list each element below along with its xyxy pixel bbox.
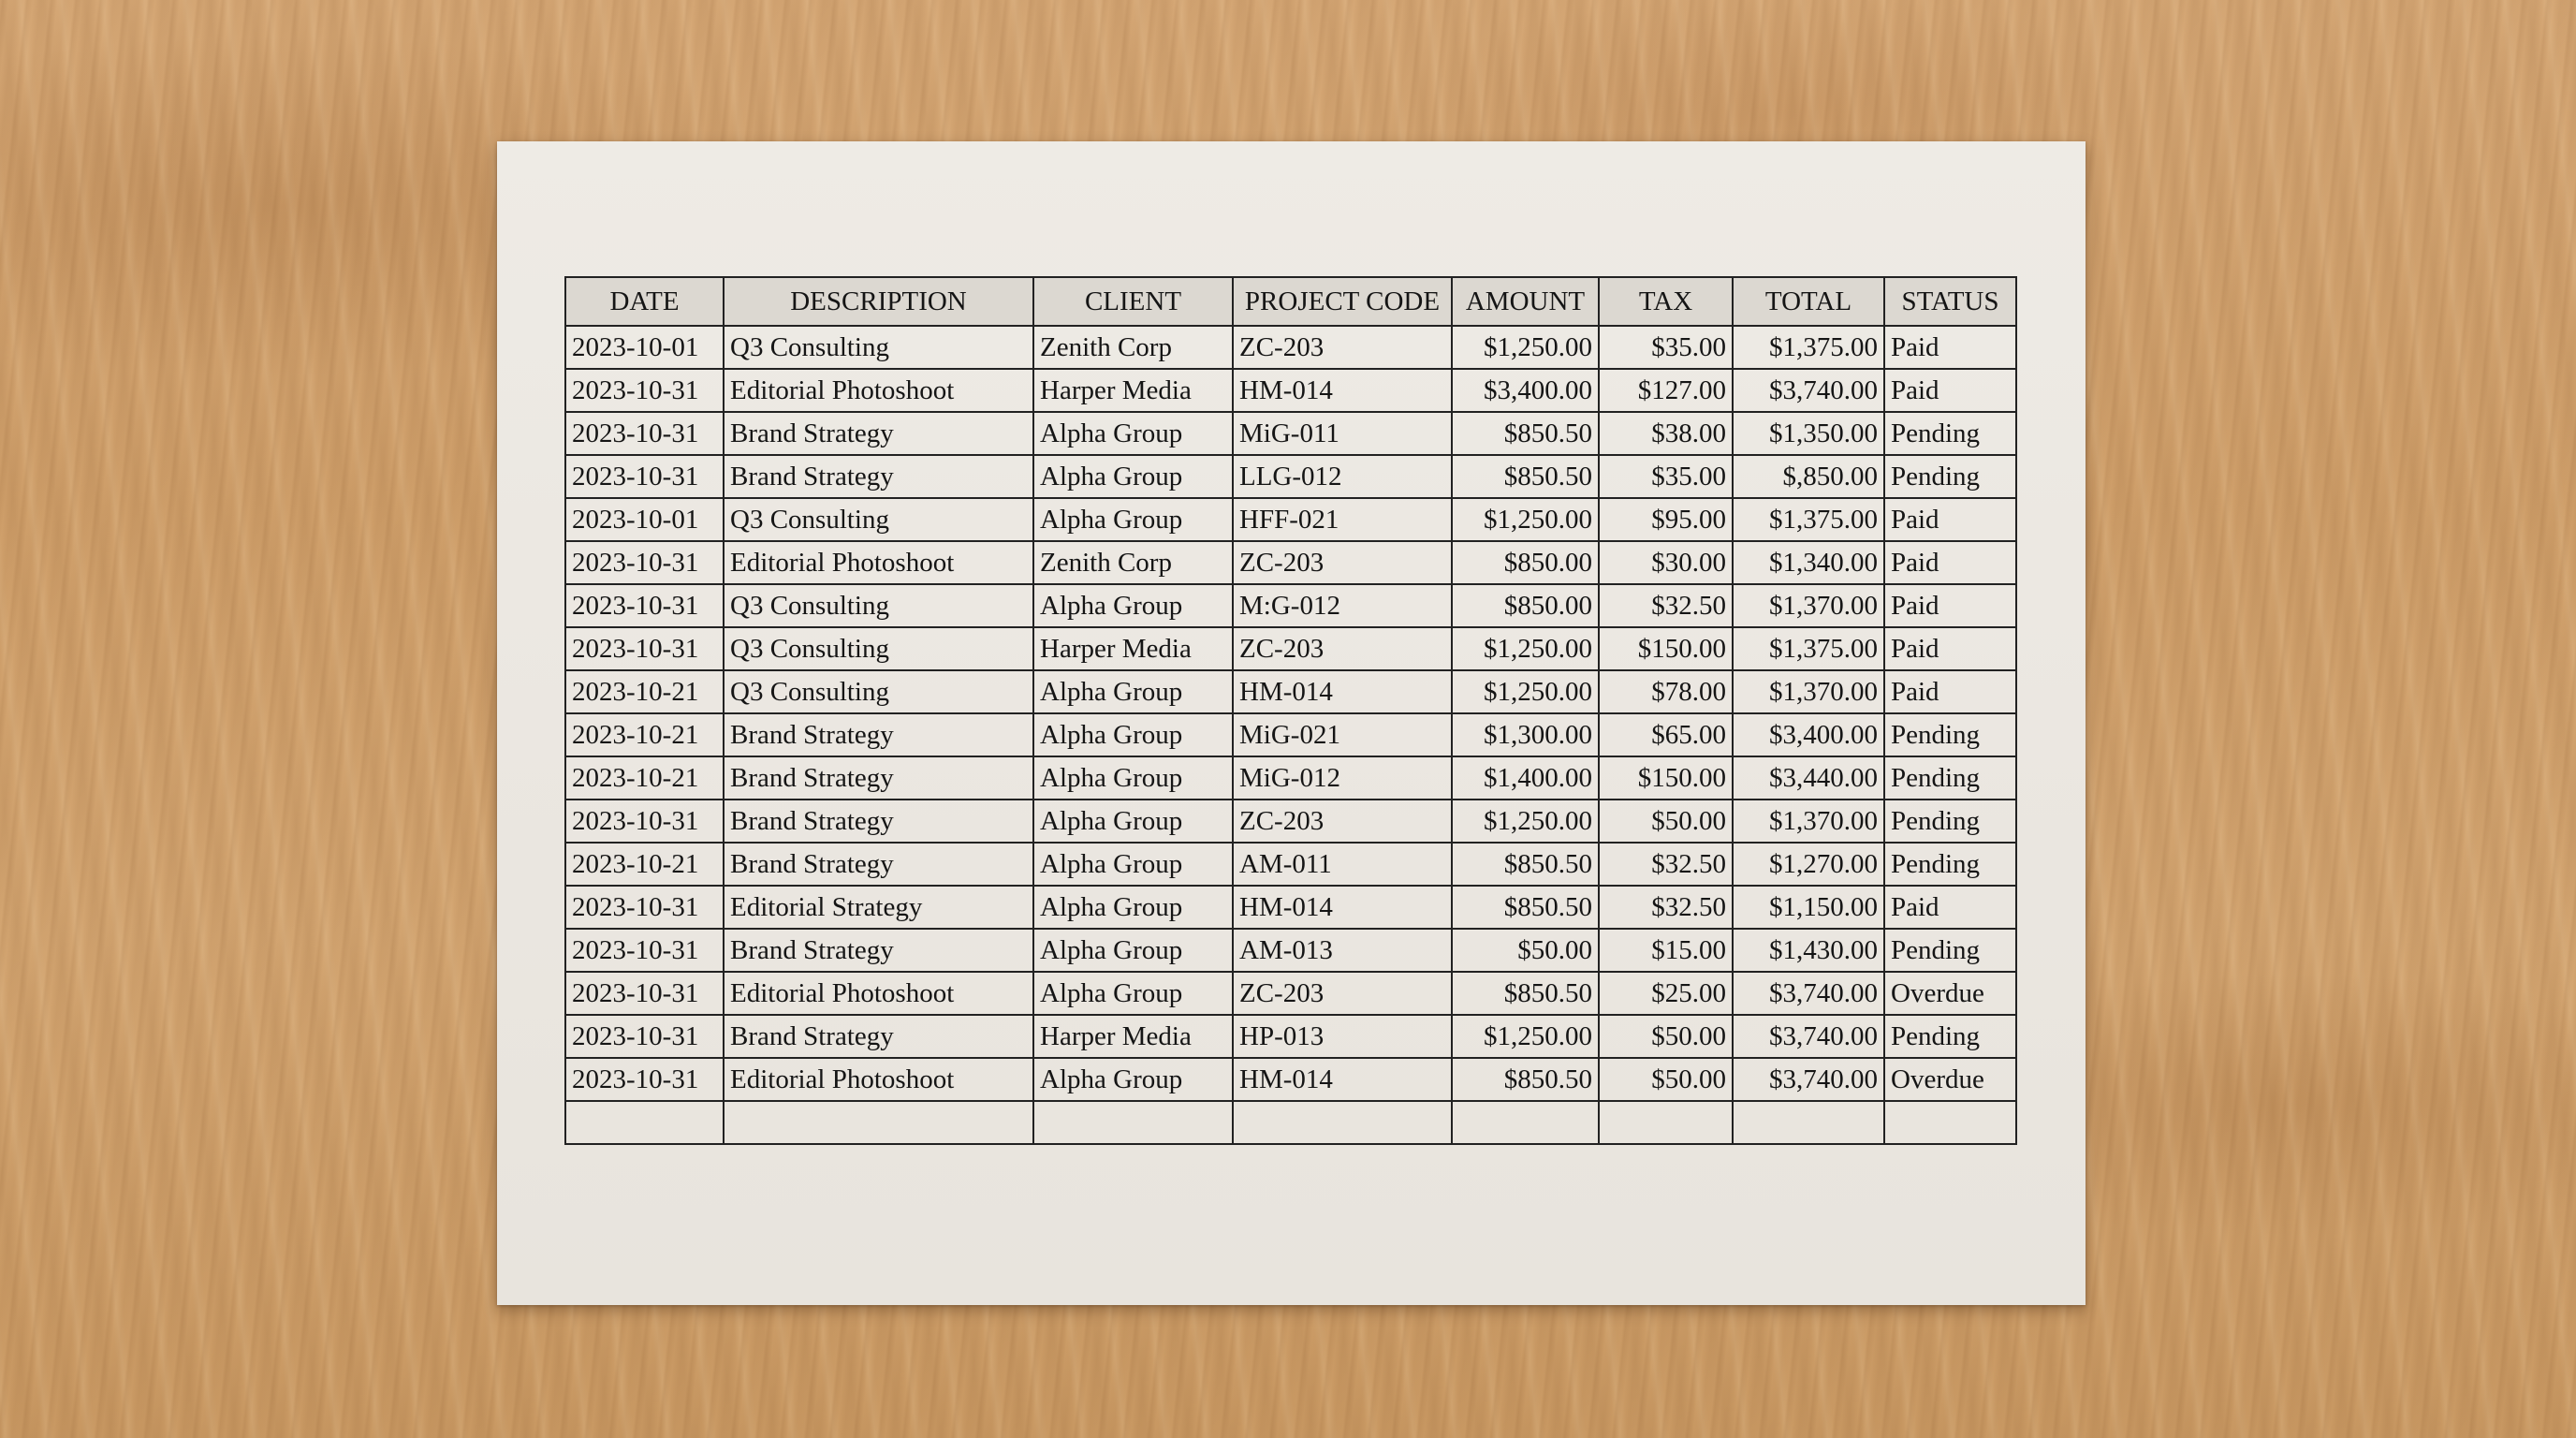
cell-project-code: M:G-012	[1233, 584, 1452, 627]
column-header-tax: TAX	[1599, 277, 1733, 326]
cell-project-code: ZC-203	[1233, 800, 1452, 843]
empty-cell	[1733, 1101, 1884, 1144]
cell-amount: $850.50	[1452, 843, 1599, 886]
cell-project-code: HM-014	[1233, 886, 1452, 929]
cell-amount: $850.50	[1452, 455, 1599, 498]
cell-date: 2023-10-31	[565, 1015, 724, 1058]
cell-total: $3,400.00	[1733, 713, 1884, 756]
cell-status: Pending	[1884, 412, 2016, 455]
cell-amount: $850.00	[1452, 541, 1599, 584]
table-row	[565, 886, 2016, 929]
cell-amount: $1,250.00	[1452, 800, 1599, 843]
cell-amount: $850.50	[1452, 1058, 1599, 1101]
cell-amount: $1,300.00	[1452, 713, 1599, 756]
cell-description: Editorial Photoshoot	[724, 972, 1033, 1015]
cell-client: Alpha Group	[1033, 455, 1233, 498]
cell-tax: $38.00	[1599, 412, 1733, 455]
cell-tax: $150.00	[1599, 627, 1733, 670]
cell-date: 2023-10-31	[565, 800, 724, 843]
empty-cell	[1452, 1101, 1599, 1144]
empty-cell	[724, 1101, 1033, 1144]
cell-date: 2023-10-31	[565, 886, 724, 929]
table-row	[565, 670, 2016, 713]
column-header-date: DATE	[565, 277, 724, 326]
cell-project-code: ZC-203	[1233, 972, 1452, 1015]
printed-sheet	[497, 141, 2086, 1305]
cell-amount: $1,250.00	[1452, 670, 1599, 713]
cell-status: Pending	[1884, 455, 2016, 498]
column-header-client: CLIENT	[1033, 277, 1233, 326]
empty-cell	[1033, 1101, 1233, 1144]
invoice-ledger-table	[564, 276, 2017, 1145]
cell-tax: $50.00	[1599, 1058, 1733, 1101]
cell-project-code: MiG-012	[1233, 756, 1452, 800]
cell-total: $3,440.00	[1733, 756, 1884, 800]
cell-total: $1,350.00	[1733, 412, 1884, 455]
cell-description: Brand Strategy	[724, 800, 1033, 843]
cell-status: Paid	[1884, 584, 2016, 627]
cell-total: $1,370.00	[1733, 670, 1884, 713]
column-header-amount: AMOUNT	[1452, 277, 1599, 326]
cell-project-code: HM-014	[1233, 670, 1452, 713]
cell-client: Alpha Group	[1033, 972, 1233, 1015]
cell-total: $3,740.00	[1733, 369, 1884, 412]
table-header	[565, 277, 2016, 326]
cell-date: 2023-10-21	[565, 843, 724, 886]
column-header-project-code: PROJECT CODE	[1233, 277, 1452, 326]
cell-project-code: MiG-021	[1233, 713, 1452, 756]
cell-total: $1,370.00	[1733, 584, 1884, 627]
table-row	[565, 756, 2016, 800]
cell-client: Zenith Corp	[1033, 541, 1233, 584]
cell-project-code: HP-013	[1233, 1015, 1452, 1058]
cell-description: Q3 Consulting	[724, 584, 1033, 627]
cell-amount: $1,250.00	[1452, 326, 1599, 369]
cell-total: $1,340.00	[1733, 541, 1884, 584]
cell-tax: $95.00	[1599, 498, 1733, 541]
cell-date: 2023-10-31	[565, 929, 724, 972]
cell-client: Harper Media	[1033, 369, 1233, 412]
cell-amount: $1,250.00	[1452, 1015, 1599, 1058]
cell-project-code: LLG-012	[1233, 455, 1452, 498]
cell-tax: $15.00	[1599, 929, 1733, 972]
cell-status: Pending	[1884, 756, 2016, 800]
cell-project-code: HM-014	[1233, 1058, 1452, 1101]
cell-client: Alpha Group	[1033, 929, 1233, 972]
cell-client: Alpha Group	[1033, 886, 1233, 929]
cell-project-code: HFF-021	[1233, 498, 1452, 541]
cell-tax: $150.00	[1599, 756, 1733, 800]
cell-client: Alpha Group	[1033, 843, 1233, 886]
cell-description: Brand Strategy	[724, 1015, 1033, 1058]
cell-tax: $78.00	[1599, 670, 1733, 713]
cell-total: $1,375.00	[1733, 498, 1884, 541]
cell-description: Q3 Consulting	[724, 498, 1033, 541]
table-row	[565, 541, 2016, 584]
cell-project-code: ZC-203	[1233, 541, 1452, 584]
cell-tax: $50.00	[1599, 800, 1733, 843]
cell-date: 2023-10-31	[565, 455, 724, 498]
cell-description: Brand Strategy	[724, 843, 1033, 886]
cell-status: Paid	[1884, 369, 2016, 412]
cell-project-code: ZC-203	[1233, 627, 1452, 670]
cell-tax: $25.00	[1599, 972, 1733, 1015]
table-row	[565, 929, 2016, 972]
cell-description: Q3 Consulting	[724, 627, 1033, 670]
cell-amount: $1,400.00	[1452, 756, 1599, 800]
cell-tax: $35.00	[1599, 455, 1733, 498]
cell-amount: $850.50	[1452, 972, 1599, 1015]
cell-date: 2023-10-21	[565, 756, 724, 800]
cell-description: Q3 Consulting	[724, 670, 1033, 713]
cell-description: Editorial Photoshoot	[724, 369, 1033, 412]
empty-cell	[1233, 1101, 1452, 1144]
cell-project-code: AM-011	[1233, 843, 1452, 886]
cell-client: Alpha Group	[1033, 412, 1233, 455]
cell-total: $,850.00	[1733, 455, 1884, 498]
cell-status: Overdue	[1884, 1058, 2016, 1101]
cell-amount: $1,250.00	[1452, 498, 1599, 541]
cell-client: Harper Media	[1033, 627, 1233, 670]
cell-status: Paid	[1884, 326, 2016, 369]
empty-cell	[1599, 1101, 1733, 1144]
cell-status: Pending	[1884, 800, 2016, 843]
cell-tax: $127.00	[1599, 369, 1733, 412]
cell-amount: $1,250.00	[1452, 627, 1599, 670]
cell-amount: $3,400.00	[1452, 369, 1599, 412]
cell-tax: $35.00	[1599, 326, 1733, 369]
cell-date: 2023-10-31	[565, 584, 724, 627]
cell-tax: $32.50	[1599, 886, 1733, 929]
cell-client: Alpha Group	[1033, 498, 1233, 541]
cell-description: Brand Strategy	[724, 412, 1033, 455]
table-body	[565, 326, 2016, 1144]
cell-description: Editorial Photoshoot	[724, 541, 1033, 584]
cell-date: 2023-10-31	[565, 369, 724, 412]
cell-amount: $850.50	[1452, 412, 1599, 455]
cell-total: $1,370.00	[1733, 800, 1884, 843]
cell-total: $3,740.00	[1733, 1058, 1884, 1101]
table-row	[565, 369, 2016, 412]
cell-date: 2023-10-21	[565, 713, 724, 756]
table-row	[565, 498, 2016, 541]
empty-cell	[565, 1101, 724, 1144]
table-row	[565, 627, 2016, 670]
cell-client: Alpha Group	[1033, 1058, 1233, 1101]
cell-total: $1,375.00	[1733, 627, 1884, 670]
cell-description: Brand Strategy	[724, 455, 1033, 498]
cell-tax: $32.50	[1599, 843, 1733, 886]
cell-tax: $30.00	[1599, 541, 1733, 584]
cell-client: Alpha Group	[1033, 756, 1233, 800]
empty-cell	[1884, 1101, 2016, 1144]
table-row	[565, 1015, 2016, 1058]
cell-total: $1,150.00	[1733, 886, 1884, 929]
cell-client: Harper Media	[1033, 1015, 1233, 1058]
cell-description: Brand Strategy	[724, 713, 1033, 756]
cell-status: Paid	[1884, 498, 2016, 541]
cell-amount: $850.50	[1452, 886, 1599, 929]
table-row	[565, 584, 2016, 627]
cell-date: 2023-10-01	[565, 498, 724, 541]
table-row	[565, 412, 2016, 455]
header-row	[565, 277, 2016, 326]
cell-status: Pending	[1884, 929, 2016, 972]
cell-tax: $32.50	[1599, 584, 1733, 627]
column-header-total: TOTAL	[1733, 277, 1884, 326]
cell-status: Paid	[1884, 627, 2016, 670]
column-header-description: DESCRIPTION	[724, 277, 1033, 326]
cell-tax: $50.00	[1599, 1015, 1733, 1058]
cell-date: 2023-10-31	[565, 972, 724, 1015]
table-row	[565, 455, 2016, 498]
cell-client: Alpha Group	[1033, 800, 1233, 843]
table-row	[565, 843, 2016, 886]
cell-date: 2023-10-31	[565, 627, 724, 670]
cell-tax: $65.00	[1599, 713, 1733, 756]
cell-status: Pending	[1884, 713, 2016, 756]
cell-status: Pending	[1884, 843, 2016, 886]
cell-total: $1,375.00	[1733, 326, 1884, 369]
cell-date: 2023-10-31	[565, 541, 724, 584]
cell-date: 2023-10-01	[565, 326, 724, 369]
table-row	[565, 326, 2016, 369]
column-header-status: STATUS	[1884, 277, 2016, 326]
table-row	[565, 713, 2016, 756]
empty-row	[565, 1101, 2016, 1144]
cell-total: $3,740.00	[1733, 1015, 1884, 1058]
cell-date: 2023-10-31	[565, 412, 724, 455]
table-row	[565, 800, 2016, 843]
cell-status: Paid	[1884, 670, 2016, 713]
cell-description: Editorial Photoshoot	[724, 1058, 1033, 1101]
cell-status: Overdue	[1884, 972, 2016, 1015]
cell-client: Alpha Group	[1033, 713, 1233, 756]
cell-project-code: AM-013	[1233, 929, 1452, 972]
cell-total: $1,270.00	[1733, 843, 1884, 886]
cell-client: Alpha Group	[1033, 670, 1233, 713]
cell-amount: $850.00	[1452, 584, 1599, 627]
cell-project-code: HM-014	[1233, 369, 1452, 412]
cell-project-code: ZC-203	[1233, 326, 1452, 369]
cell-description: Brand Strategy	[724, 756, 1033, 800]
cell-status: Paid	[1884, 886, 2016, 929]
cell-total: $1,430.00	[1733, 929, 1884, 972]
cell-status: Pending	[1884, 1015, 2016, 1058]
table-row	[565, 1058, 2016, 1101]
cell-client: Zenith Corp	[1033, 326, 1233, 369]
cell-amount: $50.00	[1452, 929, 1599, 972]
cell-description: Q3 Consulting	[724, 326, 1033, 369]
cell-description: Editorial Strategy	[724, 886, 1033, 929]
cell-total: $3,740.00	[1733, 972, 1884, 1015]
cell-date: 2023-10-21	[565, 670, 724, 713]
cell-date: 2023-10-31	[565, 1058, 724, 1101]
table-row	[565, 972, 2016, 1015]
cell-client: Alpha Group	[1033, 584, 1233, 627]
cell-description: Brand Strategy	[724, 929, 1033, 972]
cell-status: Paid	[1884, 541, 2016, 584]
cell-project-code: MiG-011	[1233, 412, 1452, 455]
